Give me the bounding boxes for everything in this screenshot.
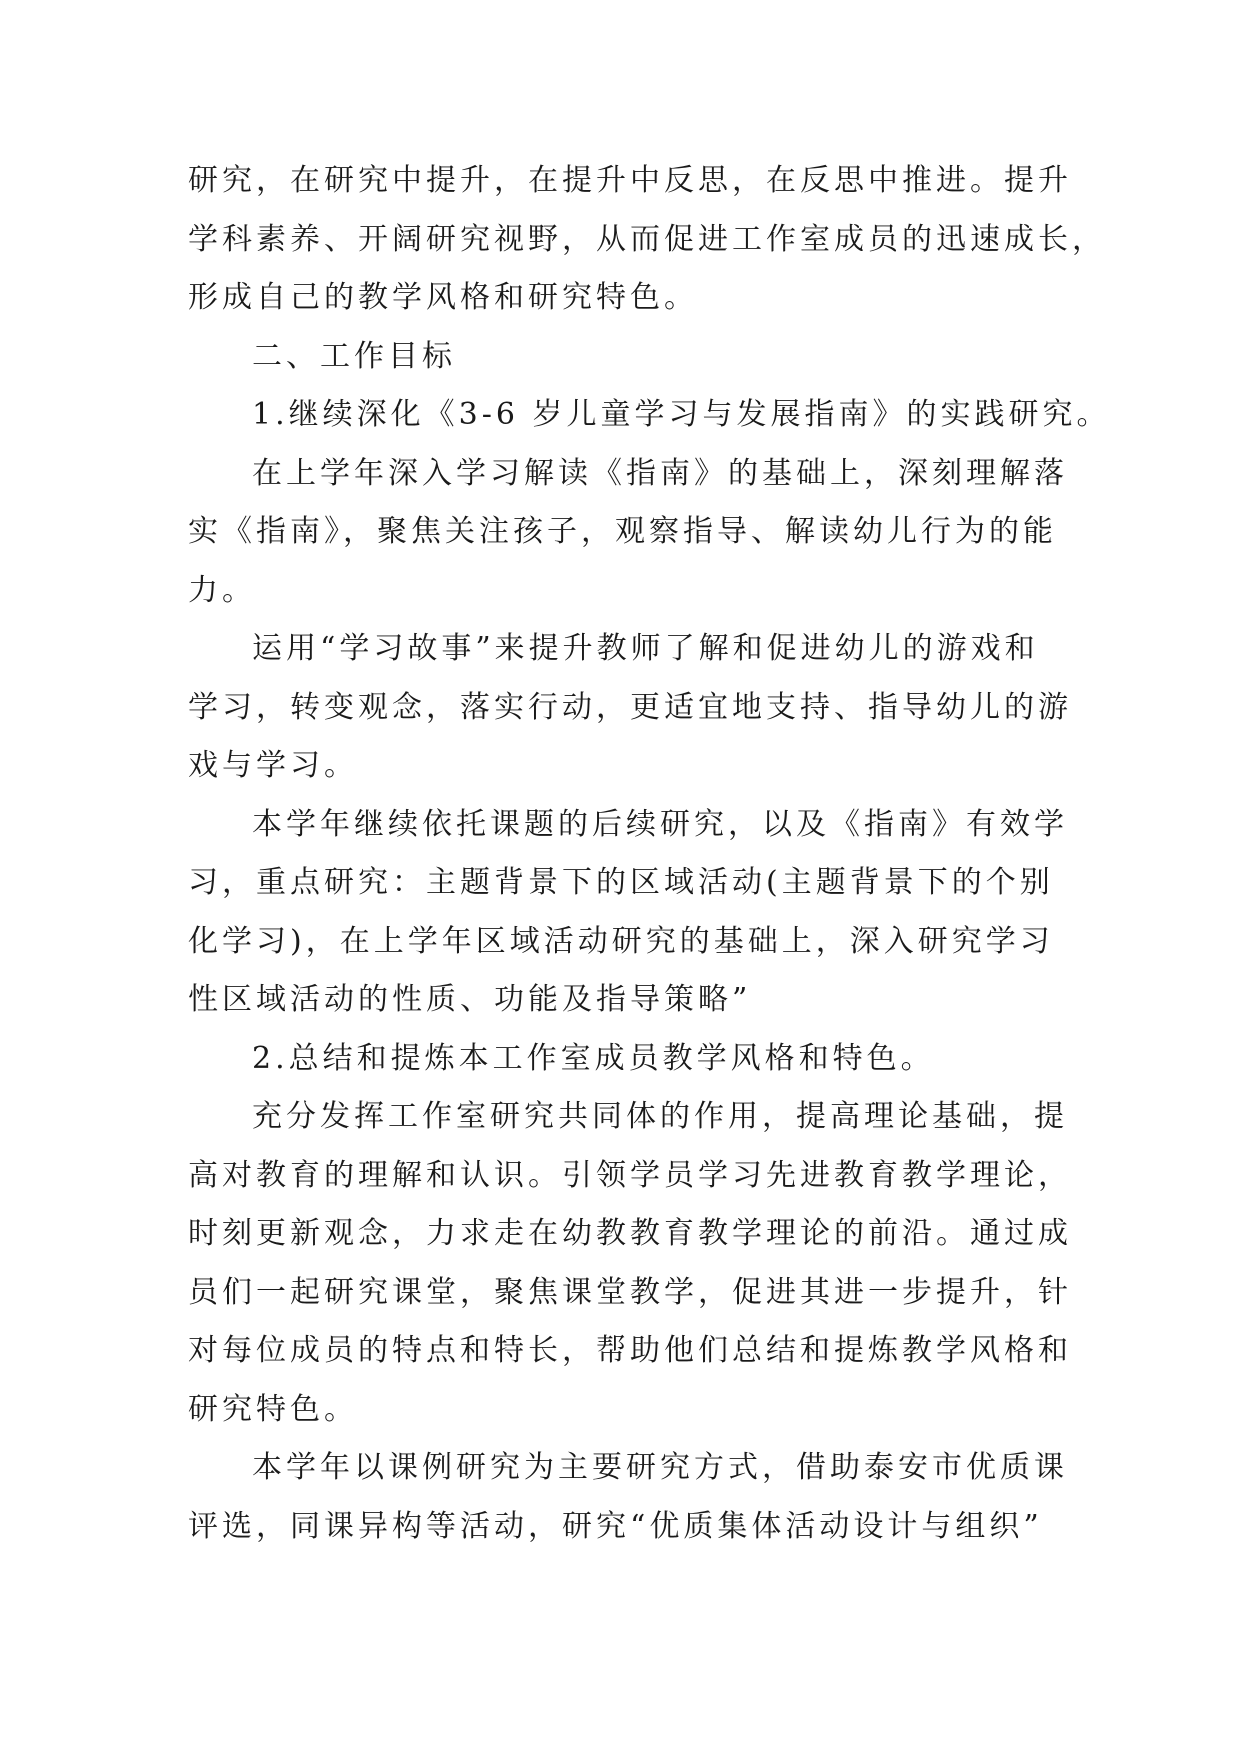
text-line: 高对教育的理解和认识。引领学员学习先进教育教学理论， — [188, 1157, 1072, 1193]
text-line: 性区域活动的性质、功能及指导策略” — [188, 982, 752, 1017]
text-line: 化学习)，在上学年区域活动研究的基础上，深入研究学习 — [188, 923, 1054, 959]
text-line: 形成自己的教学风格和研究特色。 — [188, 280, 698, 315]
text-line: 本学年以课例研究为主要研究方式，借助泰安市优质课 — [252, 1450, 1068, 1485]
text-line: 对每位成员的特点和特长，帮助他们总结和提炼教学风格和 — [188, 1333, 1072, 1368]
text-line: 习，重点研究：主题背景下的区域活动(主题背景下的个别 — [188, 865, 1054, 900]
text-line: 力。 — [188, 572, 256, 608]
text-line: 在上学年深入学习解读《指南》的基础上，深刻理解落 — [252, 455, 1068, 491]
text-line: 时刻更新观念，力求走在幼教教育教学理论的前沿。通过成 — [188, 1216, 1072, 1251]
text-line: 研究特色。 — [188, 1391, 358, 1427]
document-body — [188, 152, 1111, 1556]
text-line: 学习，转变观念，落实行动，更适宜地支持、指导幼儿的游 — [188, 689, 1072, 725]
text-line: 实《指南》，聚焦关注孩子，观察指导、解读幼儿行为的能 — [188, 514, 1057, 549]
text-line: 本学年继续依托课题的后续研究，以及《指南》有效学 — [252, 806, 1068, 842]
subsection-heading: 1.继续深化《3-6 岁儿童学习与发展指南》的实践研究。 — [252, 397, 1111, 432]
text-line: 运用“学习故事”来提升教师了解和促进幼儿的游戏和 — [252, 631, 1039, 666]
text-line: 评选，同课异构等活动，研究“优质集体活动设计与组织” — [188, 1508, 1043, 1544]
section-heading: 二、工作目标 — [252, 338, 456, 374]
text-line: 充分发挥工作室研究共同体的作用，提高理论基础，提 — [252, 1099, 1068, 1134]
subsection-heading: 2.总结和提炼本工作室成员教学风格和特色。 — [252, 1040, 935, 1076]
text-line: 研究，在研究中提升，在提升中反思，在反思中推进。提升 — [188, 163, 1072, 198]
text-line: 戏与学习。 — [188, 748, 358, 783]
text-line: 员们一起研究课堂，聚焦课堂教学，促进其进一步提升，针 — [188, 1274, 1072, 1310]
text-line: 学科素养、开阔研究视野，从而促进工作室成员的迅速成长， — [188, 221, 1106, 257]
